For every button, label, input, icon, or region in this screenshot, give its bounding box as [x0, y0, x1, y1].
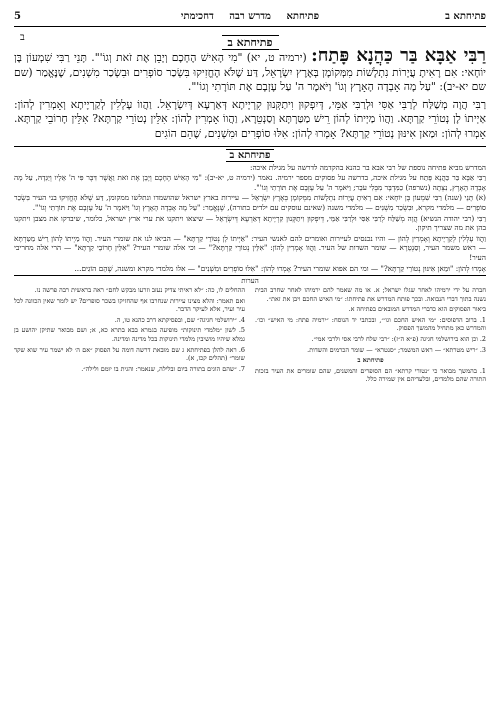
running-title: [14, 11, 486, 22]
divider: [14, 146, 486, 147]
footnote: 1. בהמשך מבואר כי ״נטורי קרתא״ הם הסופרים והמשנים, שהם שומרים את העיר בזכות התורה שהם מלמדים, ובלעדיהם אין שמירה כלל.: [255, 366, 486, 384]
page-number: 5: [14, 10, 21, 22]
footnote: חברה על ידי ירמיהו לאחר שגלו ישראל; א. או מה שאמר להם ירמיהו לאחר שחרב הבית נשנה בתוך דברי הנבואה. ובכך פותח המדרש את פתיחתו: ״מי האיש החכם ויבן את זאת״.: [255, 286, 486, 303]
footnote: 5. לשון ״מלמדי תינוקות״ מופיעה בגמרא בבא בתרא כא, א; ושם מבואר שתיקן יהושע בן גמלא שיהיו מושיבין מלמדי תינוקות בכל מדינה ומדינה.: [14, 326, 245, 344]
section-side-letter: ב: [20, 32, 25, 43]
commentary-heading: [14, 150, 486, 161]
footnote: 3. ״ריש מטרתא״ — ראש המשמר; ״סנטרא״ — שומר הכרמים והשדות.: [307, 345, 486, 354]
running-title-section: פתיחתא: [286, 10, 320, 22]
running-title-book: מדרש רבה: [229, 10, 271, 22]
footnote: 4. ״ירושלמי חגיגה״ שם, ובפסיקתא דרב כהנא טו, ה.: [114, 315, 245, 324]
main-paragraph-body: (ירמיה ט, יא) "מִי הָאִישׁ הֶחָכָם וְיָבֵן אֶת זֹאת וְגוֹ'". תָּנֵי רַבִּי שִׁמְעוֹן בֶּן יוֹחָאי: אִם רָאִיתָ עֲיָרוֹת נִתְלָשׁוֹת מִמְּקוֹמָן בְּאֶרֶץ יִשְׂרָאֵל, דַּע שֶׁלֹּא הֶחֱזִיקוּ בִּשְׂכַר סוֹפְרִים וּבִשְׂכַר מִשְׁנִים, שֶׁנֶּאֱמַר (שם שם יא-יב): "עַל מָה אָבְדָה הָאָרֶץ וְגוֹ' וַיֹּאמֶר ה' עַל עָזְבָם אֶת תּוֹרָתִי וְגוֹ'".: [14, 51, 486, 94]
commentary-title: פתיחתא ב: [226, 149, 275, 162]
notes-label: הערות: [14, 275, 486, 285]
page-header: [14, 6, 486, 27]
footnote: 7. ״שהם הוגים בתורה ביום ובלילה, שנאמר: והגית בו יומם ולילה״.: [81, 364, 245, 373]
main-paragraph: [14, 45, 486, 95]
header-section-label: פתיחתא ב: [445, 10, 486, 22]
footnote: 6. ראה להלן בפתיחתא ג שם מובאת דרשה דומה על הפסוק ״אם ה׳ לא ישמר עיר שוא שקד שומר״ (תהלים קכז, א).: [14, 345, 245, 363]
commentary-paragraph: אָמְרוּ לְהוֹן: "וּמַאן אִינּוּן נְטוֹרֵי קַרְתָּא?" — ומי הם אפוא שומרי העיר? אָמְרוּ לְהוֹן: "אִלּוּ סוֹפְרִים וּמִשְׁנִים" — אלו מלמדי מקרא ומשנה, שֶׁהֵם הוֹגִים...: [74, 263, 486, 273]
commentary-paragraph: (א) תָּנֵי (שנה) רַבִּי שִׁמְעוֹן בֶּן יוֹחָאי: אִם רָאִיתָ עֲיָרוֹת נִתְלָשׁוֹת מִמְּקוֹמָן בְּאֶרֶץ יִשְׂרָאֵל — עיירות בארץ ישראל שהושמדו ונתלשו ממקומן, דַּע שֶׁלֹּא הֶחֱזִיקוּ בני העיר בִּשְׂכַר סוֹפְרִים — מלמדי מקרא, וּבִשְׂכַר מִשְׁנִים — מלמדי משנה (שאינם עוסקים עם ילדים בתורה), שֶׁנֶּאֱמַר: "עַל מָה אָבְדָה הָאָרֶץ וְגוֹ' וַיֹּאמֶר ה' עַל עָזְבָם אֶת תּוֹרָתִי וְגוֹ'".: [14, 193, 486, 212]
running-title-name: דחכימתי: [180, 10, 214, 22]
commentary-paragraph: רַבִּי אַבָּא בַּר כַּהֲנָא פָּתַח על מגילת איכה, בדרשה על פסוקים מספר ירמיה. נאמר (ירמיה ט, יא-יב): "מִי הָאִישׁ הֶחָכָם וְיָבֵן אֶת זֹאת וַאֲשֶׁר דִּבֶּר פִּי ה' אֵלָיו וְיַגִּדָהּ, עַל מָה אָבְדָה הָאָרֶץ, נִצְּתָה (נשרפה) כַמִּדְבָּר מִבְּלִי עֹבֵר; וַיֹּאמֶר ה' עַל עָזְבָם אֶת תּוֹרָתִי וְגוֹ'".: [14, 173, 486, 192]
footnote: 1. ברוב הדפוסים: ״מי האיש החכם וגו׳״, ובכתבי יד הנוסח: ״ירמיה פתח: מי האיש״ וכו׳. והמדרש כאן מתחיל מהמשך הפסוק.: [255, 315, 486, 333]
footnotes-column-right: [255, 286, 486, 386]
opening-words: רַבִּי אַבָּא בַּר כַּהֲנָא פָּתַח:: [311, 45, 486, 66]
footnotes: [14, 286, 486, 386]
footnote: ההחלים לו, כה: ״לא ראיתי צדיק נעזב וזרעו מבקש לחם״ ראה בראשית רבה פרשה נו.: [34, 286, 245, 295]
commentary-paragraph: המדרש מביא פתיחה נוספת של רבי אבא בר כהנא בהקדמה לדרשה על מגילת איכה:: [249, 162, 486, 172]
footnote: 2. וכן הוא בירושלמי חגיגה (פ״א ה״ז): ״רבי שלח לרבי אסי ולרבי אמי״.: [311, 335, 486, 344]
footnotes-column-left: [14, 286, 245, 386]
footnote: ביאור הפסוקים הוא כדברי המדרש המובאים בפתיחה א.: [348, 305, 486, 314]
main-paragraph: רַבִּי הֲוָה מְשַׁלַּח לְרַבִּי אַסִּי וּלְרַבִּי אַמֵּי, דְּיִפְקוּן וִיתַקְּנוּן קִרְיָיתָא דְּאַרְעָא דְּיִשְׂרָאֵל. וַהֲווֹ עָלְלִין לְקַרְיָיתָא וְאָמְרִין לְהוֹן: אַיְיתוֹ לָן נְטוֹרֵי קַרְתָּא. וַהֲווֹ מַיְיתוֹ לְהוֹן רֵישׁ מַטַּרְתָּא וְסַנְטֵרָא, וַהֲווֹ אָמְרִין לְהוֹן: אִלֵּין נְטוֹרֵי קַרְתָּא? אִלֵּין חָרוֹבֵי קַרְתָּא. אָמְרוּ לְהוֹן: וּמַאן אִינּוּן נְטוֹרֵי קַרְתָּא? אָמְרוּ לְהוֹן: אִלּוּ סוֹפְרִים וּמִשְׁנִים, שֶׁהֵם הוֹגִים: [14, 97, 486, 140]
commentary: [14, 163, 486, 274]
footnote-heading: פתיחתא ב: [357, 356, 384, 365]
section-title: פתיחתא ב: [222, 35, 279, 50]
footnote: ואם תאמר: והלא מצינו עיירות שנחרבו אף שהחזיקו בשכר סופרים? יש לומר שאין הכוונה לכל עיר ועיר, אלא לעיקר הדבר.: [14, 296, 245, 314]
commentary-paragraph: וַהֲווֹ עָלְלִין לְקַרְיָיתָא וְאָמְרִין לְהוֹן — והיו נכנסים לעיירות ואומרים להם לאנשי העיר: "אַיְיתוֹ לָן נְטוֹרֵי קַרְתָּא" — הביאו לנו את שומרי העיר. וַהֲווֹ מַיְיתוֹ לְהוֹן רֵישׁ מַטַּרְתָּא — ראש משמר העיר, וְסַנְטֵרָא — שומר השדות של העיר. וַהֲווֹ אָמְרִין לְהוֹן: "אִלֵּין נְטוֹרֵי קַרְתָּא?" — וכי אלה שומרי העיר? "אִלֵּין חָרוֹבֵי קַרְתָּא" — הרי אלה מחריבי העיר!: [14, 233, 486, 262]
section-heading: [14, 31, 486, 47]
commentary-paragraph: רַבִּי (רבי יהודה הנשיא) הֲוָה מְשַׁלַּח לְרַבִּי אַסִּי וּלְרַבִּי אַמֵּי, דְּיִפְקוּן וִיתַקְּנוּן קִרְיָיתָא דְּאַרְעָא דְּיִשְׂרָאֵל — שיצאו ויתקנו את ערי ארץ ישראל, כלומר, שיבדקו את מצבן ויתקנו בהן את מה שצריך תיקון.: [14, 213, 486, 233]
main-text: [14, 45, 486, 142]
